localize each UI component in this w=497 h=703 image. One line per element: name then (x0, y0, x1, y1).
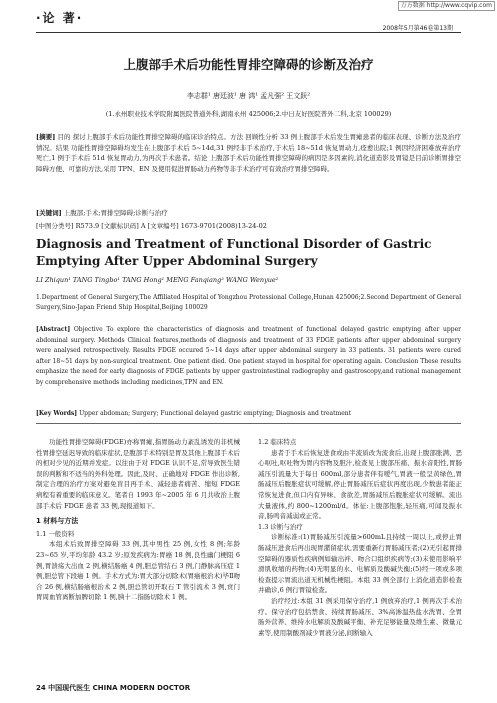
affiliation: (1.永州职业技术学院附属医院普通外科,湖南永州 425006;2.中日友好医院普外二科,北京 100029) (105, 110, 392, 118)
treatment-paragraph: 治疗经过:本组 31 例采用保守治疗,1 例放弃治疗,1 例再次手术治疗。保守治疗包括禁食、持续胃肠减压、3%高渗温热盐水洗胃、全胃肠外营养、维持水电解质及酸碱平衡、补充足够能量及维生素、微量元素等,使用制酸剂减少胃液分泌,间断输入 (258, 596, 462, 637)
diagnosis-paragraph: 诊断标准:(1)胃肠减压引流量>600mL且持续一周以上,或停止胃肠减压进食后再出现胃潴留症状,需要重新行胃肠减压者;(2)无引起胃排空障碍的器质性疾病例如输出袢、吻合口组织疾病等;(3)未使用影响平滑肌收缩的药物;(4)无明显的水、电解质及酸碱失衡;(5)经一项或多项检查提示胃流出道无机械性梗阻。本组 33 例全部行上消化道造影检查并确诊,6 例行胃镜检查。 (258, 533, 462, 595)
section-rule (36, 423, 461, 424)
issue-info: 2008年5月第46卷第13期 (382, 25, 453, 32)
intro-paragraph: 功能性胃排空障碍(FDGE)亦称胃瘫,指胃肠动力紊乱诱发的非机械性胃排空延迟导致的临床症状,是腹部手术特别是胃及其他上腹部手术后的相对少见的近期并发症。以往由于对 FDGE 认识不足,常导致医生错误的判断和不适当的外科处理。因此,及时、正确地对 FDGE 作出诊断,制定合理的治疗方案对避免盲目再手术、减轻患者痛苦、缩短 FDGE 病程有着重要的临床意义。笔者自 1993 年~2005 年 6 月共收治上腹部手术后 FDGE 患者 33 例,现报道如下。 (36, 438, 240, 510)
keywords-text: 上腹部;手术;胃排空障碍;诊断与治疗 (63, 209, 168, 217)
body-column-left (36, 437, 240, 603)
abstract-en (36, 325, 461, 389)
abstract-text: 目的 探讨上腹部手术后功能性胃排空障碍的临床诊治特点。方法 回顾性分析 33 例上腹部手术后发生胃瘫患者的临床表现、诊断方法及治疗情况。结果 功能性胃排空障碍均发生在上腹部手术后 5~14d,31 例经非手术治疗,于术后 18~51d 恢复胃动力,痊愈出院;1 例因经济困难放弃治疗死亡,1 例于手术后 51d 恢复胃动力,为再次手术患者。结论 上腹部手术后功能性胃排空障碍的病因是多因素的,消化道造影及胃镜是目前诊断胃排空障碍方便、可靠的方法,采用 TPN、EN 及使用促进胃肠动力药物等非手术治疗可有效治疗胃排空障碍。 (36, 133, 461, 173)
english-title: Diagnosis and Treatment of Functional Disorder of Gastric Emptying After Upper Abdominal Surgery (36, 237, 432, 268)
clinical-paragraph: 患者于手术后恢复进食或由半流质改为流食后,出现上腹部胀满、恶心呕吐,呕吐物为胃内容物及胆汁,检查见上腹部压痛、振水音阳性,胃肠减压引流量大于每日 600ml,部分患者伴有嗳气,胃液一般呈黄绿色,胃肠减压后腹胀症状可缓解,停止胃肠减压后症状再度出现,少数患者能正常恢复进食,但口内有异味、食欲差,胃肠减压后腹胀症状可缓解。流出大量液体,约 800~1200ml/d。体征:上腹部饱胀,轻压痛,可闻及振水音,肠鸣音减弱或正常。 (258, 448, 462, 521)
classification: [中图分类号] R573.9 [文献标识码] A [文章编号] 1673-9701(2008)13-24-02 (36, 222, 267, 230)
subheading-general: 1.1 一般资料 (36, 529, 75, 538)
subheading-diagnosis: 1.3 诊断与治疗 (258, 522, 303, 531)
section-heading-methods: 1 材料与方法 (36, 517, 79, 526)
page-footer: 24 中国现代医生 CHINA MODERN DOCTOR (36, 684, 191, 692)
english-keywords-label: [Key Words] (36, 410, 78, 417)
paper-title: 上腹部手术后功能性胃排空障碍的诊断及治疗 (123, 57, 374, 72)
watermark: 万方数据 http://www.cqvip.com (398, 1, 495, 11)
english-authors: LI Zhiqun¹ TANG Tingbo¹ TANG Hong¹ MENG Fanqiang² WANG Wenyue² (36, 276, 279, 284)
authors: 李志群¹ 唐廷波¹ 唐 鸿¹ 孟凡强² 王文跃² (186, 92, 311, 100)
section-label: ·论 著· (36, 11, 84, 25)
keywords-en (36, 409, 461, 420)
header-rule (36, 32, 461, 33)
keywords-zh (36, 208, 461, 219)
body-column-right (258, 437, 462, 638)
general-data-paragraph: 本组术后致胃排空障碍 33 例,其中男性 25 例,女性 8 例;年龄 23~65 岁,平均年龄 43.2 岁;原发疾病为:胃癌 18 例,良性幽门梗阻 6 例,胃溃疡大出血 2 例,横结肠癌 4 例,胆总管结石 3 例,门静脉高压症 1 例,胆总管下段癌 1 例。手术方式为:胃大部分切除术(胃癌根治术)毕Ⅱ吻合 26 例,横结肠癌根治术 2 例,胆总管切开取石 T 管引流术 3 例,贲门胃周血管离断加脾切除 1 例,胰十二指肠切除术 1 例。 (36, 540, 241, 602)
abstract-label: [摘要] (36, 133, 56, 141)
english-abstract-text: Objective To explore the characteristics of diagnosis and treatment of functional delayed gastric emptying after upper abdominal surgery. Methods Clinical features,methods of diagnosis and treatment of 33 FDGE patients after upper abdominal surgery were analysed retrospectively. Results FDGE occured 5~14 days after upper abdominal surgery in 33 patients. 31 patients were cured after 18~51 days by non-surgical treatment. One patient died. One patient stayed in hospital for operating again. Conclusion These results emphasize the need for early diagnosis of FDGE patients by upper gastrointestinal radiography and gastroscopy,and rational management by comprehensive methods including medicines,TPN and EN. (36, 326, 461, 386)
english-keywords-text: Upper abdoman; Surgery; Functional delayed gastric emptying; Diagnosis and treatment (79, 410, 352, 417)
subheading-clinical: 1.2 临床特点 (258, 438, 297, 446)
english-abstract-label: [Abstract] (36, 326, 71, 333)
keywords-label: [关键词] (36, 209, 62, 217)
english-affiliation: 1.Department of General Surgery,The Affiliated Hospital of Yongzhou Protessional College,Hunan 425006;2.Second Department of General Surgery,Sino-Japan Friend Ship Hospital,Beijing 100029 (36, 294, 461, 311)
abstract-zh (36, 132, 461, 174)
